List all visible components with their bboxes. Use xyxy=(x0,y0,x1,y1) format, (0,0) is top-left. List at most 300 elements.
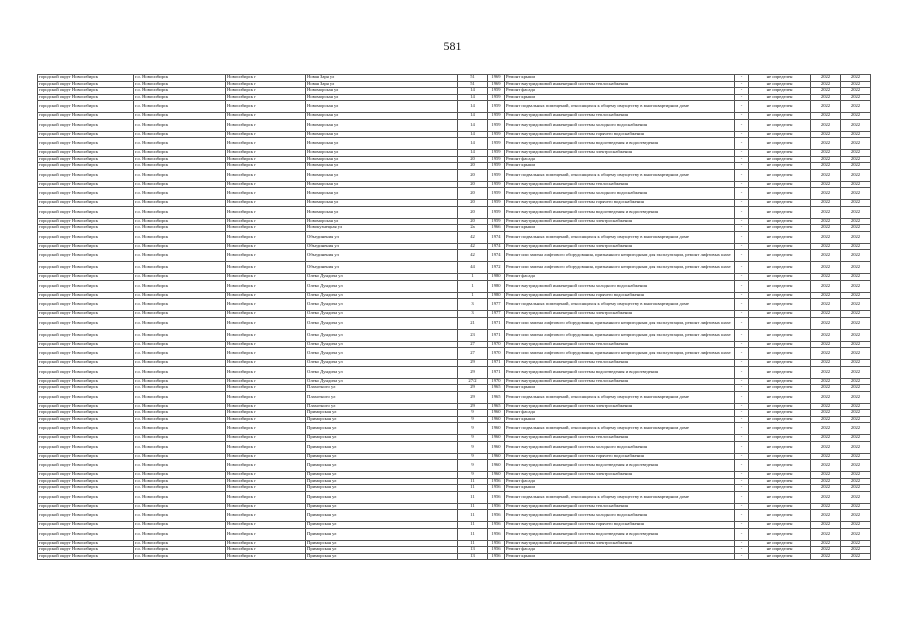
house-number-cell: 3 xyxy=(458,299,488,311)
work-type-cell: Ремонт внутридомовой инженерной системы горячего водоснабжения xyxy=(505,522,735,529)
work-type-cell: Ремонт внутридомовой инженерной системы теплоснабжения xyxy=(505,113,735,120)
work-type-cell: Ремонт или замена лифтового оборудования, признанного непригодным для эксплуатации, ремонт лифтовых шахт xyxy=(505,348,735,360)
plan-year-end-cell: 2022 xyxy=(841,169,871,181)
work-type-cell: Ремонт внутридомовой инженерной системы электроснабжения xyxy=(505,311,735,318)
build-year-cell: 1959 xyxy=(488,200,505,207)
city-cell: Новосибирск г xyxy=(226,378,306,385)
city-cell: Новосибирск г xyxy=(226,218,306,225)
street-cell: Плахотного ул xyxy=(306,391,458,403)
district-cell: городской округ Новосибирск xyxy=(38,119,134,131)
plan-year-start-cell: 2022 xyxy=(811,403,841,410)
build-year-cell: 1959 xyxy=(488,169,505,181)
district-cell: городской округ Новосибирск xyxy=(38,485,134,492)
street-cell: Плахотного ул xyxy=(306,403,458,410)
dash-cell: - xyxy=(735,101,749,113)
house-number-cell: 11 xyxy=(458,503,488,510)
plan-year-end-cell: 2022 xyxy=(841,472,871,479)
status-cell: не определен xyxy=(749,472,811,479)
dash-cell: - xyxy=(735,181,749,188)
plan-year-end-cell: 2022 xyxy=(841,491,871,503)
house-number-cell: 1 xyxy=(458,280,488,292)
settlement-cell: г.о. Новосибирск xyxy=(134,478,226,485)
work-type-cell: Ремонт внутридомовой инженерной системы теплоснабжения xyxy=(505,435,735,442)
street-cell: Приморская ул xyxy=(306,423,458,435)
city-cell: Новосибирск г xyxy=(226,206,306,218)
status-cell: не определен xyxy=(749,460,811,472)
street-cell: Новая Заря ул xyxy=(306,75,458,82)
house-number-cell: 9 xyxy=(458,460,488,472)
plan-year-start-cell: 2022 xyxy=(811,181,841,188)
district-cell: городской округ Новосибирск xyxy=(38,88,134,95)
plan-year-end-cell: 2022 xyxy=(841,280,871,292)
table-row xyxy=(38,317,871,329)
build-year-cell: 1959 xyxy=(488,119,505,131)
settlement-cell: г.о. Новосибирск xyxy=(134,218,226,225)
settlement-cell: г.о. Новосибирск xyxy=(134,485,226,492)
plan-year-start-cell: 2022 xyxy=(811,138,841,150)
build-year-cell: 1977 xyxy=(488,299,505,311)
plan-year-end-cell: 2022 xyxy=(841,329,871,341)
status-cell: не определен xyxy=(749,131,811,138)
plan-year-end-cell: 2022 xyxy=(841,435,871,442)
table-row xyxy=(38,262,871,274)
plan-year-end-cell: 2022 xyxy=(841,547,871,554)
status-cell: не определен xyxy=(749,113,811,120)
plan-year-end-cell: 2022 xyxy=(841,317,871,329)
table-row xyxy=(38,206,871,218)
work-type-cell: Ремонт подвальных помещений, относящихся к общему имуществу в многоквартирном доме xyxy=(505,231,735,243)
city-cell: Новосибирск г xyxy=(226,101,306,113)
house-number-cell: 20 xyxy=(458,169,488,181)
settlement-cell: г.о. Новосибирск xyxy=(134,366,226,378)
plan-year-start-cell: 2022 xyxy=(811,280,841,292)
district-cell: городской округ Новосибирск xyxy=(38,150,134,157)
city-cell: Новосибирск г xyxy=(226,478,306,485)
build-year-cell: 1960 xyxy=(488,410,505,417)
dash-cell: - xyxy=(735,274,749,281)
street-cell: Новоморская ул xyxy=(306,101,458,113)
plan-year-end-cell: 2022 xyxy=(841,366,871,378)
work-type-cell: Ремонт подвальных помещений, относящихся к общему имуществу в многоквартирном доме xyxy=(505,491,735,503)
city-cell: Новосибирск г xyxy=(226,188,306,200)
city-cell: Новосибирск г xyxy=(226,341,306,348)
dash-cell: - xyxy=(735,491,749,503)
work-type-cell: Ремонт фасада xyxy=(505,88,735,95)
dash-cell: - xyxy=(735,292,749,299)
district-cell: городской округ Новосибирск xyxy=(38,163,134,170)
house-number-cell: 29 xyxy=(458,403,488,410)
build-year-cell: 1959 xyxy=(488,94,505,101)
settlement-cell: г.о. Новосибирск xyxy=(134,391,226,403)
plan-year-start-cell: 2022 xyxy=(811,150,841,157)
house-number-cell: 42 xyxy=(458,243,488,250)
house-number-cell: 3 xyxy=(458,311,488,318)
table-row xyxy=(38,119,871,131)
settlement-cell: г.о. Новосибирск xyxy=(134,81,226,88)
status-cell: не определен xyxy=(749,81,811,88)
plan-year-start-cell: 2022 xyxy=(811,131,841,138)
table-row xyxy=(38,188,871,200)
dash-cell: - xyxy=(735,299,749,311)
street-cell: Новоморская ул xyxy=(306,119,458,131)
plan-year-end-cell: 2022 xyxy=(841,553,871,560)
work-type-cell: Ремонт фасада xyxy=(505,478,735,485)
status-cell: не определен xyxy=(749,478,811,485)
status-cell: не определен xyxy=(749,138,811,150)
page-number: 581 xyxy=(443,39,462,53)
street-cell: Новокузнецкая ул xyxy=(306,225,458,232)
status-cell: не определен xyxy=(749,410,811,417)
dash-cell: - xyxy=(735,385,749,392)
plan-year-end-cell: 2022 xyxy=(841,485,871,492)
house-number-cell: 1 xyxy=(458,292,488,299)
status-cell: не определен xyxy=(749,292,811,299)
house-number-cell: 44 xyxy=(458,262,488,274)
street-cell: Олеко Дундича ул xyxy=(306,280,458,292)
house-number-cell: 20 xyxy=(458,218,488,225)
work-type-cell: Ремонт крыши xyxy=(505,163,735,170)
status-cell: не определен xyxy=(749,317,811,329)
plan-year-start-cell: 2022 xyxy=(811,119,841,131)
plan-year-end-cell: 2022 xyxy=(841,119,871,131)
status-cell: не определен xyxy=(749,243,811,250)
street-cell: Приморская ул xyxy=(306,485,458,492)
settlement-cell: г.о. Новосибирск xyxy=(134,292,226,299)
city-cell: Новосибирск г xyxy=(226,366,306,378)
city-cell: Новосибирск г xyxy=(226,75,306,82)
district-cell: городской округ Новосибирск xyxy=(38,441,134,453)
dash-cell: - xyxy=(735,119,749,131)
city-cell: Новосибирск г xyxy=(226,435,306,442)
work-type-cell: Ремонт внутридомовой инженерной системы холодного водоснабжения xyxy=(505,510,735,522)
house-number-cell: 14 xyxy=(458,101,488,113)
status-cell: не определен xyxy=(749,348,811,360)
city-cell: Новосибирск г xyxy=(226,540,306,547)
build-year-cell: 1965 xyxy=(488,391,505,403)
city-cell: Новосибирск г xyxy=(226,150,306,157)
plan-year-end-cell: 2022 xyxy=(841,113,871,120)
street-cell: Новоморская ул xyxy=(306,138,458,150)
settlement-cell: г.о. Новосибирск xyxy=(134,88,226,95)
table-row xyxy=(38,441,871,453)
dash-cell: - xyxy=(735,150,749,157)
build-year-cell: 1956 xyxy=(488,510,505,522)
city-cell: Новосибирск г xyxy=(226,156,306,163)
build-year-cell: 1959 xyxy=(488,101,505,113)
build-year-cell: 1974 xyxy=(488,231,505,243)
settlement-cell: г.о. Новосибирск xyxy=(134,547,226,554)
street-cell: Приморская ул xyxy=(306,510,458,522)
district-cell: городской округ Новосибирск xyxy=(38,435,134,442)
district-cell: городской округ Новосибирск xyxy=(38,218,134,225)
city-cell: Новосибирск г xyxy=(226,119,306,131)
house-number-cell: 29 xyxy=(458,391,488,403)
status-cell: не определен xyxy=(749,491,811,503)
settlement-cell: г.о. Новосибирск xyxy=(134,360,226,367)
city-cell: Новосибирск г xyxy=(226,250,306,262)
house-number-cell: 51 xyxy=(458,81,488,88)
city-cell: Новосибирск г xyxy=(226,280,306,292)
district-cell: городской округ Новосибирск xyxy=(38,317,134,329)
build-year-cell: 1971 xyxy=(488,329,505,341)
plan-year-end-cell: 2022 xyxy=(841,403,871,410)
plan-year-end-cell: 2022 xyxy=(841,81,871,88)
work-type-cell: Ремонт внутридомовой инженерной системы электроснабжения xyxy=(505,218,735,225)
table-row xyxy=(38,299,871,311)
table-row xyxy=(38,169,871,181)
plan-year-start-cell: 2022 xyxy=(811,250,841,262)
status-cell: не определен xyxy=(749,403,811,410)
work-type-cell: Ремонт или замена лифтового оборудования, признанного непригодным для эксплуатации, ремонт лифтовых шахт xyxy=(505,329,735,341)
dash-cell: - xyxy=(735,341,749,348)
city-cell: Новосибирск г xyxy=(226,231,306,243)
work-type-cell: Ремонт внутридомовой инженерной системы горячего водоснабжения xyxy=(505,131,735,138)
dash-cell: - xyxy=(735,423,749,435)
settlement-cell: г.о. Новосибирск xyxy=(134,225,226,232)
house-number-cell: 29 xyxy=(458,366,488,378)
build-year-cell: 1960 xyxy=(488,423,505,435)
street-cell: Новоморская ул xyxy=(306,88,458,95)
settlement-cell: г.о. Новосибирск xyxy=(134,435,226,442)
district-cell: городской округ Новосибирск xyxy=(38,385,134,392)
work-type-cell: Ремонт внутридомовой инженерной системы холодного водоснабжения xyxy=(505,441,735,453)
street-cell: Олеко Дундича ул xyxy=(306,292,458,299)
plan-year-end-cell: 2022 xyxy=(841,416,871,423)
plan-year-end-cell: 2022 xyxy=(841,163,871,170)
street-cell: Приморская ул xyxy=(306,453,458,460)
work-type-cell: Ремонт крыши xyxy=(505,385,735,392)
work-type-cell: Ремонт фасада xyxy=(505,274,735,281)
plan-year-end-cell: 2022 xyxy=(841,385,871,392)
house-number-cell: 9 xyxy=(458,441,488,453)
house-number-cell: 14 xyxy=(458,131,488,138)
repair-register-table xyxy=(37,74,871,560)
plan-year-end-cell: 2022 xyxy=(841,262,871,274)
house-number-cell: 27 xyxy=(458,341,488,348)
house-number-cell: 9 xyxy=(458,472,488,479)
city-cell: Новосибирск г xyxy=(226,88,306,95)
settlement-cell: г.о. Новосибирск xyxy=(134,403,226,410)
build-year-cell: 1974 xyxy=(488,250,505,262)
status-cell: не определен xyxy=(749,299,811,311)
status-cell: не определен xyxy=(749,163,811,170)
district-cell: городской округ Новосибирск xyxy=(38,156,134,163)
work-type-cell: Ремонт подвальных помещений, относящихся к общему имуществу в многоквартирном доме xyxy=(505,391,735,403)
table-row xyxy=(38,491,871,503)
street-cell: Новоморская ул xyxy=(306,218,458,225)
build-year-cell: 1960 xyxy=(488,416,505,423)
table-row xyxy=(38,138,871,150)
settlement-cell: г.о. Новосибирск xyxy=(134,329,226,341)
plan-year-start-cell: 2022 xyxy=(811,317,841,329)
status-cell: не определен xyxy=(749,553,811,560)
dash-cell: - xyxy=(735,435,749,442)
settlement-cell: г.о. Новосибирск xyxy=(134,522,226,529)
street-cell: Приморская ул xyxy=(306,460,458,472)
city-cell: Новосибирск г xyxy=(226,131,306,138)
build-year-cell: 1959 xyxy=(488,150,505,157)
city-cell: Новосибирск г xyxy=(226,453,306,460)
dash-cell: - xyxy=(735,553,749,560)
work-type-cell: Ремонт внутридомовой инженерной системы водоотведения и водоотведения xyxy=(505,138,735,150)
district-cell: городской округ Новосибирск xyxy=(38,547,134,554)
settlement-cell: г.о. Новосибирск xyxy=(134,460,226,472)
plan-year-end-cell: 2022 xyxy=(841,250,871,262)
work-type-cell: Ремонт подвальных помещений, относящихся к общему имуществу в многоквартирном доме xyxy=(505,101,735,113)
district-cell: городской округ Новосибирск xyxy=(38,478,134,485)
status-cell: не определен xyxy=(749,280,811,292)
street-cell: Новоморская ул xyxy=(306,163,458,170)
status-cell: не определен xyxy=(749,540,811,547)
work-type-cell: Ремонт внутридомовой инженерной системы теплоснабжения xyxy=(505,378,735,385)
build-year-cell: 1972 xyxy=(488,262,505,274)
city-cell: Новосибирск г xyxy=(226,485,306,492)
district-cell: городской округ Новосибирск xyxy=(38,101,134,113)
house-number-cell: 9 xyxy=(458,435,488,442)
city-cell: Новосибирск г xyxy=(226,181,306,188)
work-type-cell: Ремонт или замена лифтового оборудования, признанного непригодным для эксплуатации, ремонт лифтовых шахт xyxy=(505,317,735,329)
plan-year-end-cell: 2022 xyxy=(841,522,871,529)
status-cell: не определен xyxy=(749,360,811,367)
plan-year-end-cell: 2022 xyxy=(841,341,871,348)
settlement-cell: г.о. Новосибирск xyxy=(134,200,226,207)
district-cell: городской округ Новосибирск xyxy=(38,366,134,378)
house-number-cell: 42 xyxy=(458,231,488,243)
build-year-cell: 1966 xyxy=(488,225,505,232)
plan-year-start-cell: 2022 xyxy=(811,491,841,503)
build-year-cell: 1956 xyxy=(488,540,505,547)
house-number-cell: 9 xyxy=(458,423,488,435)
status-cell: не определен xyxy=(749,119,811,131)
district-cell: городской округ Новосибирск xyxy=(38,510,134,522)
plan-year-start-cell: 2022 xyxy=(811,163,841,170)
house-number-cell: 20 xyxy=(458,200,488,207)
plan-year-end-cell: 2022 xyxy=(841,75,871,82)
street-cell: Приморская ул xyxy=(306,540,458,547)
district-cell: городской округ Новосибирск xyxy=(38,360,134,367)
build-year-cell: 1971 xyxy=(488,366,505,378)
city-cell: Новосибирск г xyxy=(226,169,306,181)
work-type-cell: Ремонт фасада xyxy=(505,410,735,417)
house-number-cell: 29 xyxy=(458,385,488,392)
plan-year-start-cell: 2022 xyxy=(811,101,841,113)
house-number-cell: 23 xyxy=(458,329,488,341)
work-type-cell: Ремонт фасада xyxy=(505,547,735,554)
plan-year-end-cell: 2022 xyxy=(841,503,871,510)
city-cell: Новосибирск г xyxy=(226,360,306,367)
street-cell: Приморская ул xyxy=(306,410,458,417)
dash-cell: - xyxy=(735,311,749,318)
register-body xyxy=(38,75,871,560)
plan-year-end-cell: 2022 xyxy=(841,181,871,188)
plan-year-start-cell: 2022 xyxy=(811,391,841,403)
build-year-cell: 1956 xyxy=(488,491,505,503)
district-cell: городской округ Новосибирск xyxy=(38,206,134,218)
house-number-cell: 9 xyxy=(458,410,488,417)
settlement-cell: г.о. Новосибирск xyxy=(134,94,226,101)
status-cell: не определен xyxy=(749,547,811,554)
table-row xyxy=(38,528,871,540)
street-cell: Олеко Дундича ул xyxy=(306,341,458,348)
settlement-cell: г.о. Новосибирск xyxy=(134,163,226,170)
district-cell: городской округ Новосибирск xyxy=(38,378,134,385)
dash-cell: - xyxy=(735,366,749,378)
plan-year-end-cell: 2022 xyxy=(841,423,871,435)
city-cell: Новосибирск г xyxy=(226,491,306,503)
settlement-cell: г.о. Новосибирск xyxy=(134,138,226,150)
settlement-cell: г.о. Новосибирск xyxy=(134,101,226,113)
work-type-cell: Ремонт внутридомовой инженерной системы водоотведения и водоотведения xyxy=(505,206,735,218)
district-cell: городской округ Новосибирск xyxy=(38,410,134,417)
dash-cell: - xyxy=(735,200,749,207)
district-cell: городской округ Новосибирск xyxy=(38,528,134,540)
house-number-cell: 29 xyxy=(458,360,488,367)
plan-year-end-cell: 2022 xyxy=(841,441,871,453)
plan-year-end-cell: 2022 xyxy=(841,311,871,318)
house-number-cell: 51 xyxy=(458,75,488,82)
status-cell: не определен xyxy=(749,341,811,348)
house-number-cell: 11 xyxy=(458,491,488,503)
table-row xyxy=(38,231,871,243)
dash-cell: - xyxy=(735,317,749,329)
status-cell: не определен xyxy=(749,391,811,403)
plan-year-start-cell: 2022 xyxy=(811,366,841,378)
work-type-cell: Ремонт внутридомовой инженерной системы электроснабжения xyxy=(505,243,735,250)
settlement-cell: г.о. Новосибирск xyxy=(134,188,226,200)
dash-cell: - xyxy=(735,156,749,163)
settlement-cell: г.о. Новосибирск xyxy=(134,280,226,292)
house-number-cell: 11 xyxy=(458,510,488,522)
street-cell: Олеко Дундича ул xyxy=(306,348,458,360)
dash-cell: - xyxy=(735,485,749,492)
settlement-cell: г.о. Новосибирск xyxy=(134,510,226,522)
plan-year-start-cell: 2022 xyxy=(811,423,841,435)
street-cell: Новоморская ул xyxy=(306,150,458,157)
table-row xyxy=(38,423,871,435)
plan-year-start-cell: 2022 xyxy=(811,441,841,453)
district-cell: городской округ Новосибирск xyxy=(38,94,134,101)
status-cell: не определен xyxy=(749,503,811,510)
build-year-cell: 1960 xyxy=(488,472,505,479)
street-cell: Новоморская ул xyxy=(306,94,458,101)
district-cell: городской округ Новосибирск xyxy=(38,403,134,410)
build-year-cell: 1980 xyxy=(488,274,505,281)
plan-year-start-cell: 2022 xyxy=(811,88,841,95)
dash-cell: - xyxy=(735,163,749,170)
work-type-cell: Ремонт внутридомовой инженерной системы теплоснабжения xyxy=(505,503,735,510)
district-cell: городской округ Новосибирск xyxy=(38,453,134,460)
status-cell: не определен xyxy=(749,75,811,82)
status-cell: не определен xyxy=(749,262,811,274)
plan-year-start-cell: 2022 xyxy=(811,311,841,318)
settlement-cell: г.о. Новосибирск xyxy=(134,181,226,188)
plan-year-start-cell: 2022 xyxy=(811,329,841,341)
plan-year-start-cell: 2022 xyxy=(811,341,841,348)
work-type-cell: Ремонт внутридомовой инженерной системы электроснабжения xyxy=(505,403,735,410)
plan-year-start-cell: 2022 xyxy=(811,113,841,120)
district-cell: городской округ Новосибирск xyxy=(38,540,134,547)
table-row xyxy=(38,280,871,292)
plan-year-start-cell: 2022 xyxy=(811,348,841,360)
table-row xyxy=(38,101,871,113)
build-year-cell: 1977 xyxy=(488,311,505,318)
plan-year-start-cell: 2022 xyxy=(811,156,841,163)
build-year-cell: 1959 xyxy=(488,206,505,218)
city-cell: Новосибирск г xyxy=(226,311,306,318)
status-cell: не определен xyxy=(749,385,811,392)
district-cell: городской округ Новосибирск xyxy=(38,416,134,423)
plan-year-start-cell: 2022 xyxy=(811,262,841,274)
